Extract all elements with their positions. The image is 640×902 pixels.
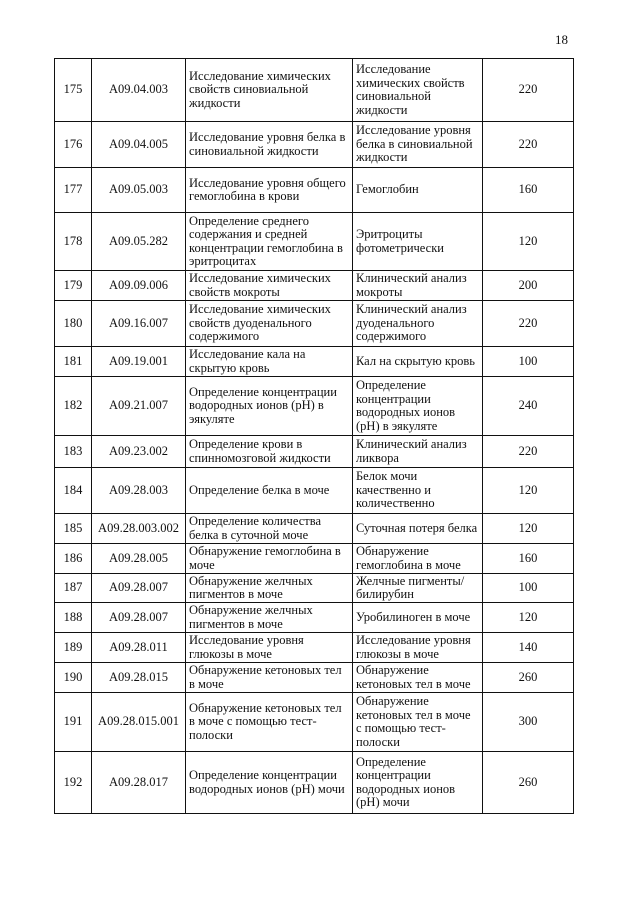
page-number: 18 — [555, 32, 568, 47]
service-name-cell: Обнаружение гемоглобина в моче — [186, 544, 353, 574]
service-name-cell: Обнаружение желчных пигментов в моче — [186, 603, 353, 633]
table-row — [55, 168, 574, 213]
table-row — [55, 59, 574, 122]
service-name-cell: Определение белка в моче — [186, 468, 353, 514]
test-name-cell: Определение концентрации водородных ионов (рН) в эякуляте — [353, 377, 483, 436]
test-name-cell: Гемоглобин — [353, 168, 483, 213]
table-row — [55, 347, 574, 377]
row-number-cell: 178 — [55, 213, 92, 271]
service-code-cell: А09.28.011 — [92, 633, 186, 663]
service-code-cell: А09.28.003.002 — [92, 514, 186, 544]
service-code-cell: А09.04.003 — [92, 59, 186, 122]
test-name-cell: Исследование химических свойств синовиальной жидкости — [353, 59, 483, 122]
price-cell: 260 — [483, 663, 574, 693]
test-name-cell: Уробилиноген в моче — [353, 603, 483, 633]
table-row — [55, 122, 574, 168]
price-cell: 160 — [483, 544, 574, 574]
service-code-cell: А09.05.003 — [92, 168, 186, 213]
price-cell: 220 — [483, 436, 574, 468]
service-code-cell: А09.04.005 — [92, 122, 186, 168]
row-number-cell: 192 — [55, 752, 92, 814]
service-code-cell: А09.19.001 — [92, 347, 186, 377]
price-table-body — [55, 59, 574, 814]
service-name-cell: Исследование химических свойств синовиальной жидкости — [186, 59, 353, 122]
price-cell: 140 — [483, 633, 574, 663]
test-name-cell: Определение концентрации водородных ионов (рН) мочи — [353, 752, 483, 814]
test-name-cell: Клинический анализ мокроты — [353, 271, 483, 301]
service-name-cell: Определение количества белка в суточной моче — [186, 514, 353, 544]
test-name-cell: Исследование уровня белка в синовиальной жидкости — [353, 122, 483, 168]
price-cell: 220 — [483, 59, 574, 122]
service-code-cell: А09.23.002 — [92, 436, 186, 468]
test-name-cell: Белок мочи качественно и количественно — [353, 468, 483, 514]
table-row — [55, 633, 574, 663]
service-name-cell: Определение крови в спинномозговой жидкости — [186, 436, 353, 468]
test-name-cell: Эритроциты фотометрически — [353, 213, 483, 271]
price-cell: 160 — [483, 168, 574, 213]
price-cell: 300 — [483, 693, 574, 752]
price-cell: 100 — [483, 574, 574, 603]
service-code-cell: А09.05.282 — [92, 213, 186, 271]
service-code-cell: А09.09.006 — [92, 271, 186, 301]
table-row — [55, 603, 574, 633]
service-code-cell: А09.28.003 — [92, 468, 186, 514]
row-number-cell: 176 — [55, 122, 92, 168]
price-cell: 200 — [483, 271, 574, 301]
table-row — [55, 514, 574, 544]
test-name-cell: Обнаружение гемоглобина в моче — [353, 544, 483, 574]
row-number-cell: 189 — [55, 633, 92, 663]
row-number-cell: 185 — [55, 514, 92, 544]
price-cell: 120 — [483, 603, 574, 633]
test-name-cell: Клинический анализ дуоденального содержимого — [353, 301, 483, 347]
price-cell: 120 — [483, 213, 574, 271]
price-cell: 100 — [483, 347, 574, 377]
table-row — [55, 752, 574, 814]
service-name-cell: Исследование химических свойств мокроты — [186, 271, 353, 301]
table-row — [55, 468, 574, 514]
table-row — [55, 271, 574, 301]
row-number-cell: 183 — [55, 436, 92, 468]
row-number-cell: 188 — [55, 603, 92, 633]
row-number-cell: 187 — [55, 574, 92, 603]
test-name-cell: Обнаружение кетоновых тел в моче — [353, 663, 483, 693]
service-code-cell: А09.28.007 — [92, 574, 186, 603]
row-number-cell: 190 — [55, 663, 92, 693]
price-table — [54, 58, 574, 814]
row-number-cell: 184 — [55, 468, 92, 514]
table-row — [55, 436, 574, 468]
price-cell: 220 — [483, 122, 574, 168]
service-name-cell: Исследование уровня общего гемоглобина в крови — [186, 168, 353, 213]
price-cell: 220 — [483, 301, 574, 347]
row-number-cell: 175 — [55, 59, 92, 122]
table-row — [55, 213, 574, 271]
row-number-cell: 177 — [55, 168, 92, 213]
row-number-cell: 191 — [55, 693, 92, 752]
service-name-cell: Обнаружение кетоновых тел в моче — [186, 663, 353, 693]
service-name-cell: Исследование уровня белка в синовиальной жидкости — [186, 122, 353, 168]
row-number-cell: 186 — [55, 544, 92, 574]
test-name-cell: Исследование уровня глюкозы в моче — [353, 633, 483, 663]
test-name-cell: Обнаружение кетоновых тел в моче с помощью тест-полоски — [353, 693, 483, 752]
service-name-cell: Исследование химических свойств дуоденального содержимого — [186, 301, 353, 347]
price-cell: 120 — [483, 468, 574, 514]
service-name-cell: Исследование уровня глюкозы в моче — [186, 633, 353, 663]
test-name-cell: Суточная потеря белка — [353, 514, 483, 544]
test-name-cell: Желчные пигменты/билирубин — [353, 574, 483, 603]
table-row — [55, 693, 574, 752]
test-name-cell: Кал на скрытую кровь — [353, 347, 483, 377]
service-code-cell: А09.16.007 — [92, 301, 186, 347]
table-row — [55, 544, 574, 574]
service-name-cell: Исследование кала на скрытую кровь — [186, 347, 353, 377]
service-code-cell: А09.28.005 — [92, 544, 186, 574]
service-name-cell: Определение концентрации водородных ионов (рН) мочи — [186, 752, 353, 814]
service-code-cell: А09.28.015.001 — [92, 693, 186, 752]
service-name-cell: Определение концентрации водородных ионов (рН) в эякуляте — [186, 377, 353, 436]
row-number-cell: 182 — [55, 377, 92, 436]
price-cell: 240 — [483, 377, 574, 436]
table-row — [55, 663, 574, 693]
price-cell: 260 — [483, 752, 574, 814]
table-row — [55, 574, 574, 603]
price-cell: 120 — [483, 514, 574, 544]
row-number-cell: 180 — [55, 301, 92, 347]
test-name-cell: Клинический анализ ликвора — [353, 436, 483, 468]
service-name-cell: Обнаружение желчных пигментов в моче — [186, 574, 353, 603]
service-code-cell: А09.28.007 — [92, 603, 186, 633]
service-code-cell: А09.21.007 — [92, 377, 186, 436]
service-name-cell: Обнаружение кетоновых тел в моче с помощью тест-полоски — [186, 693, 353, 752]
table-row — [55, 301, 574, 347]
row-number-cell: 179 — [55, 271, 92, 301]
service-name-cell: Определение среднего содержания и средней концентрации гемоглобина в эритроцитах — [186, 213, 353, 271]
service-code-cell: А09.28.015 — [92, 663, 186, 693]
row-number-cell: 181 — [55, 347, 92, 377]
service-code-cell: А09.28.017 — [92, 752, 186, 814]
table-row — [55, 377, 574, 436]
